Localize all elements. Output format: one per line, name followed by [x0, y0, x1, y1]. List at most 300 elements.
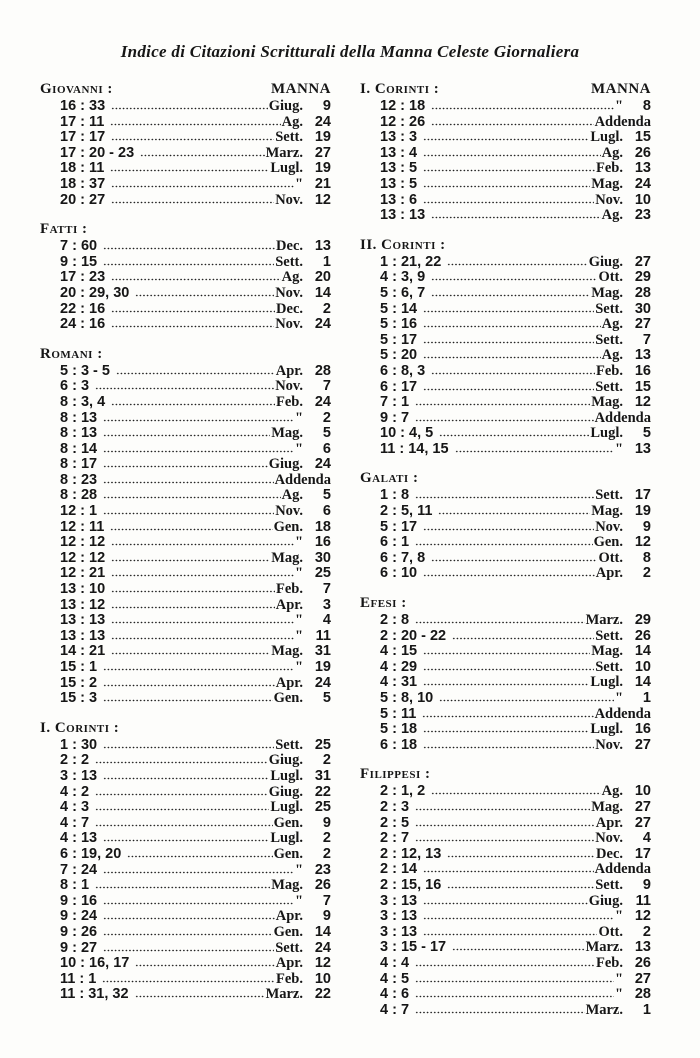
manna-month: Giug. [268, 752, 303, 769]
dot-leader [423, 676, 589, 686]
manna-month: Mag. [591, 394, 623, 411]
book-name: Romani : [40, 345, 103, 362]
citation-entry [60, 520, 331, 536]
manna-day: 24 [634, 175, 651, 192]
left-column [40, 79, 331, 1014]
verse-reference: 10 : 4, 5 [380, 425, 434, 442]
verse-reference: 4 : 3 [60, 799, 90, 816]
manna-month: Dec. [276, 238, 303, 255]
citation-entry [380, 535, 651, 551]
citation-entry [60, 629, 331, 645]
citation-entry [380, 302, 651, 318]
dot-leader [423, 349, 601, 359]
manna-month: Gen. [593, 534, 623, 551]
dot-leader [415, 817, 595, 827]
manna-month: Marz. [265, 986, 303, 1003]
manna-month: Apr. [275, 908, 303, 925]
manna-month: Lugl. [270, 830, 303, 847]
dot-leader [103, 677, 275, 687]
manna-month: " [294, 892, 303, 909]
verse-reference: 2 : 15, 16 [380, 876, 442, 893]
dot-leader [111, 614, 294, 624]
manna-month: Apr. [595, 565, 623, 582]
dot-leader [438, 505, 590, 515]
manna-month: Gen. [273, 690, 303, 707]
manna-month: " [294, 861, 303, 878]
dot-leader [111, 552, 270, 562]
manna-day: 6 [322, 440, 331, 457]
verse-reference: 9 : 16 [60, 892, 98, 909]
citation-entry [380, 629, 651, 645]
dot-leader [111, 396, 275, 406]
dot-leader [422, 708, 593, 718]
dot-leader [431, 116, 593, 126]
book-name: II. Corinti : [360, 236, 446, 253]
manna-day: 31 [314, 643, 331, 660]
citation-entry [60, 302, 331, 318]
manna-month: Giug. [268, 783, 303, 800]
verse-reference: 20 : 29, 30 [60, 284, 130, 301]
manna-month: Ag. [601, 144, 623, 161]
manna-month: Ag. [281, 113, 303, 130]
manna-day: 28 [634, 986, 651, 1003]
verse-reference: 13 : 6 [380, 191, 418, 208]
dot-leader [111, 567, 294, 577]
citation-list [40, 364, 331, 707]
manna-day: 30 [314, 549, 331, 566]
manna-day: 27 [314, 144, 331, 161]
citation-entry [380, 442, 651, 458]
verse-reference: 1 : 8 [380, 487, 410, 504]
verse-reference: 6 : 19, 20 [60, 845, 122, 862]
verse-reference: 13 : 5 [380, 160, 418, 177]
manna-day: 14 [314, 284, 331, 301]
book-name: I. Corinti : [40, 719, 120, 736]
manna-day: 5 [322, 425, 331, 442]
manna-day: 10 [634, 658, 651, 675]
citation-entry [380, 925, 651, 941]
manna-day: 8 [642, 549, 651, 566]
citation-entry [380, 878, 651, 894]
manna-day: 10 [634, 191, 651, 208]
manna-day: 26 [634, 627, 651, 644]
verse-reference: 5 : 17 [380, 331, 418, 348]
manna-day: 5 [642, 425, 651, 442]
manna-month: Giug. [268, 98, 303, 114]
citation-entry [60, 239, 331, 255]
dot-leader [415, 489, 594, 499]
dot-leader [111, 645, 270, 655]
manna-day: 26 [634, 144, 651, 161]
citation-entry [60, 660, 331, 676]
citation-entry [380, 364, 651, 380]
manna-month: Apr. [275, 955, 303, 972]
citation-entry [380, 426, 651, 442]
citation-entry [60, 442, 331, 458]
manna-day: 26 [314, 877, 331, 894]
manna-month: Addenda [274, 471, 331, 488]
dot-leader [95, 380, 274, 390]
dot-leader [103, 910, 275, 920]
manna-day: 25 [314, 799, 331, 816]
manna-day: 18 [314, 518, 331, 535]
dot-leader [447, 848, 595, 858]
manna-month: " [614, 98, 623, 114]
dot-leader [452, 630, 594, 640]
book-name: Fatti : [40, 221, 88, 238]
manna-month: Addenda [594, 861, 651, 878]
manna-day: 12 [314, 955, 331, 972]
manna-day: 27 [634, 814, 651, 831]
dot-leader [431, 785, 601, 795]
manna-month: Giug. [588, 253, 623, 270]
verse-reference: 5 : 14 [380, 300, 418, 317]
citation-entry [380, 644, 651, 660]
dot-leader [135, 287, 274, 297]
manna-day: 6 [322, 503, 331, 520]
citation-entry [60, 878, 331, 894]
verse-reference: 12 : 18 [380, 98, 426, 114]
verse-reference: 9 : 26 [60, 923, 98, 940]
manna-month: Ott. [598, 269, 623, 286]
dot-leader [103, 474, 273, 484]
dot-leader [415, 614, 585, 624]
manna-day: 26 [634, 954, 651, 971]
dot-leader [431, 365, 595, 375]
verse-reference: 4 : 13 [60, 830, 98, 847]
verse-reference: 13 : 13 [60, 627, 106, 644]
manna-column-heading: MANNA [271, 81, 331, 97]
manna-day: 2 [642, 565, 651, 582]
dot-leader [431, 271, 597, 281]
manna-month: Gen. [273, 923, 303, 940]
citation-entry [60, 286, 331, 302]
manna-month: Gen. [273, 518, 303, 535]
dot-leader [140, 147, 264, 157]
manna-month: Lugl. [590, 721, 623, 738]
dot-leader [103, 832, 269, 842]
citation-entry [380, 551, 651, 567]
manna-month: Marz. [585, 1001, 623, 1018]
dot-leader [455, 443, 614, 453]
citation-entry [380, 333, 651, 349]
citation-entry [60, 987, 331, 1003]
verse-reference: 12 : 26 [380, 113, 426, 130]
dot-leader [423, 131, 589, 141]
citation-entry [60, 161, 331, 177]
verse-reference: 4 : 15 [380, 643, 418, 660]
manna-day: 9 [642, 518, 651, 535]
page-title: Indice di Citazioni Scritturali della Manna Celeste Giornaliera [120, 42, 580, 61]
manna-day: 1 [642, 690, 651, 706]
citation-entry [380, 380, 651, 396]
dot-leader [111, 100, 268, 110]
manna-day: 25 [314, 565, 331, 582]
verse-reference: 2 : 5, 11 [380, 503, 433, 520]
citation-list [40, 239, 331, 333]
manna-month: Ag. [601, 207, 623, 224]
manna-month: " [294, 659, 303, 675]
manna-month: Ag. [281, 487, 303, 504]
dot-leader [116, 365, 275, 375]
dot-leader [415, 973, 614, 983]
book-heading [360, 235, 651, 255]
citation-entry [60, 676, 331, 692]
manna-month: " [294, 565, 303, 582]
dot-leader [415, 536, 593, 546]
dot-leader [103, 505, 274, 515]
manna-day: 13 [634, 347, 651, 364]
verse-reference: 5 : 6, 7 [380, 284, 426, 301]
manna-month: Sett. [595, 378, 623, 395]
manna-month: Ott. [598, 549, 623, 566]
citation-list [40, 738, 331, 1003]
manna-day: 12 [634, 908, 651, 925]
citation-entry [60, 816, 331, 832]
citation-entry [380, 784, 651, 800]
manna-month: Ag. [601, 783, 623, 800]
citation-list [360, 99, 651, 224]
verse-reference: 5 : 17 [380, 518, 418, 535]
manna-month: " [294, 409, 303, 426]
manna-month: Mag. [271, 425, 303, 442]
manna-month: Sett. [275, 939, 303, 956]
verse-reference: 2 : 14 [380, 861, 418, 878]
dot-leader [431, 100, 614, 110]
dot-leader [423, 334, 594, 344]
verse-reference: 6 : 10 [380, 565, 418, 582]
manna-month: Nov. [275, 316, 303, 333]
manna-day: 9 [322, 908, 331, 925]
dot-leader [423, 147, 601, 157]
manna-day: 12 [634, 534, 651, 551]
citation-entry [60, 956, 331, 972]
verse-reference: 15 : 2 [60, 674, 98, 691]
manna-month: " [614, 986, 623, 1003]
citation-entry [380, 613, 651, 629]
manna-day: 17 [634, 845, 651, 862]
manna-day: 12 [634, 394, 651, 411]
manna-month: Gen. [273, 845, 303, 862]
manna-month: Lugl. [590, 129, 623, 146]
verse-reference: 16 : 33 [60, 98, 106, 114]
manna-month: Mag. [591, 284, 623, 301]
dot-leader [103, 942, 274, 952]
dot-leader [103, 895, 294, 905]
manna-month: Apr. [595, 814, 623, 831]
citation-entry [60, 395, 331, 411]
dot-leader [415, 988, 614, 998]
manna-month: Marz. [265, 144, 303, 161]
citation-entry [380, 270, 651, 286]
citation-entry [380, 862, 651, 878]
manna-month: Apr. [275, 362, 303, 379]
book-name: Giovanni : [40, 81, 113, 97]
manna-day: 28 [634, 284, 651, 301]
verse-reference: 15 : 3 [60, 690, 98, 707]
manna-day: 24 [314, 674, 331, 691]
citation-entry [380, 566, 651, 582]
book-heading [360, 764, 651, 784]
citation-entry [60, 255, 331, 271]
citation-entry [380, 99, 651, 115]
dot-leader [447, 256, 587, 266]
manna-day: 9 [322, 98, 331, 114]
manna-day: 4 [642, 830, 651, 847]
manna-month: Lugl. [270, 767, 303, 784]
verse-reference: 15 : 1 [60, 659, 98, 675]
citation-entry [60, 785, 331, 801]
manna-month: Nov. [275, 378, 303, 395]
manna-month: Nov. [595, 830, 623, 847]
book-heading [360, 468, 651, 488]
manna-month: " [614, 908, 623, 925]
book-section [40, 718, 331, 1003]
citation-entry [380, 286, 651, 302]
manna-month: Dec. [276, 300, 303, 317]
manna-month: Nov. [595, 191, 623, 208]
manna-day: 14 [634, 674, 651, 691]
citation-entry [60, 411, 331, 427]
verse-reference: 3 : 13 [60, 767, 98, 784]
manna-month: Feb. [596, 362, 623, 379]
manna-month: Nov. [275, 503, 303, 520]
dot-leader [103, 926, 273, 936]
manna-month: Apr. [275, 596, 303, 613]
manna-day: 14 [634, 643, 651, 660]
book-name: Filippesi : [360, 766, 431, 783]
verse-reference: 18 : 11 [60, 160, 105, 177]
verse-reference: 5 : 11 [380, 705, 417, 722]
manna-day: 24 [314, 113, 331, 130]
verse-reference: 17 : 23 [60, 269, 106, 286]
manna-month: " [294, 440, 303, 457]
verse-reference: 2 : 12, 13 [380, 845, 442, 862]
manna-month: Feb. [596, 160, 623, 177]
citation-entry [380, 208, 651, 224]
citation-entry [380, 177, 651, 193]
verse-reference: 4 : 4 [380, 954, 410, 971]
dot-leader [452, 941, 584, 951]
citation-entry [380, 504, 651, 520]
manna-day: 27 [634, 798, 651, 815]
manna-day: 24 [314, 316, 331, 333]
manna-day: 14 [314, 923, 331, 940]
manna-month: Lugl. [590, 674, 623, 691]
manna-day: 13 [634, 160, 651, 177]
manna-day: 11 [315, 627, 331, 644]
dot-leader [110, 116, 280, 126]
manna-day: 2 [642, 923, 651, 940]
verse-reference: 1 : 30 [60, 736, 98, 753]
verse-reference: 5 : 8, 10 [380, 690, 434, 706]
dot-leader [423, 194, 594, 204]
citation-entry [380, 395, 651, 411]
verse-reference: 9 : 7 [380, 409, 410, 426]
dot-leader [439, 427, 589, 437]
verse-reference: 8 : 13 [60, 409, 98, 426]
citation-entry [380, 738, 651, 754]
manna-day: 30 [634, 300, 651, 317]
verse-reference: 2 : 7 [380, 830, 410, 847]
dot-leader [103, 864, 294, 874]
dot-leader [423, 661, 594, 671]
dot-leader [103, 692, 273, 702]
manna-day: 24 [314, 939, 331, 956]
citation-entry [60, 364, 331, 380]
verse-reference: 8 : 17 [60, 456, 98, 473]
verse-reference: 13 : 12 [60, 596, 106, 613]
verse-reference: 7 : 24 [60, 861, 98, 878]
manna-day: 13 [634, 939, 651, 956]
dot-leader [415, 957, 595, 967]
citation-entry [60, 146, 331, 162]
dot-leader [111, 536, 294, 546]
book-heading [40, 79, 331, 99]
citation-entry [60, 317, 331, 333]
manna-month: Sett. [275, 736, 303, 753]
manna-day: 21 [314, 175, 331, 192]
verse-reference: 24 : 16 [60, 316, 106, 333]
dot-leader [423, 318, 601, 328]
verse-reference: 13 : 10 [60, 581, 106, 598]
citation-entry [380, 1003, 651, 1019]
citation-entry [60, 488, 331, 504]
manna-month: Marz. [585, 612, 623, 629]
citation-entry [60, 738, 331, 754]
citation-entry [60, 99, 331, 115]
manna-day: 9 [642, 876, 651, 893]
book-name: Galati : [360, 470, 419, 487]
manna-day: 27 [634, 316, 651, 333]
citation-entry [60, 177, 331, 193]
citation-entry [380, 520, 651, 536]
citation-entry [60, 130, 331, 146]
dot-leader [415, 832, 594, 842]
manna-month: " [294, 175, 303, 192]
verse-reference: 13 : 13 [60, 612, 106, 629]
dot-leader [423, 926, 597, 936]
book-name: I. Corinti : [360, 81, 440, 97]
manna-day: 2 [322, 300, 331, 317]
citation-list [360, 255, 651, 458]
citation-entry [380, 411, 651, 427]
verse-reference: 2 : 8 [380, 612, 410, 629]
manna-month: Sett. [595, 331, 623, 348]
manna-day: 11 [635, 892, 651, 909]
manna-month: Lugl. [270, 799, 303, 816]
dot-leader [415, 412, 594, 422]
verse-reference: 13 : 5 [380, 175, 418, 192]
manna-day: 15 [634, 378, 651, 395]
verse-reference: 9 : 15 [60, 253, 98, 270]
citation-entry [380, 722, 651, 738]
dot-leader [111, 583, 275, 593]
verse-reference: 8 : 23 [60, 471, 98, 488]
verse-reference: 4 : 6 [380, 986, 410, 1003]
citation-entry [60, 504, 331, 520]
verse-reference: 8 : 28 [60, 487, 98, 504]
verse-reference: 3 : 13 [380, 923, 418, 940]
manna-day: 19 [314, 129, 331, 146]
book-section [40, 79, 331, 208]
citation-entry [380, 317, 651, 333]
dot-leader [95, 879, 270, 889]
verse-reference: 6 : 8, 3 [380, 362, 426, 379]
citation-entry [380, 193, 651, 209]
manna-month: " [294, 612, 303, 629]
manna-month: Giug. [268, 456, 303, 473]
